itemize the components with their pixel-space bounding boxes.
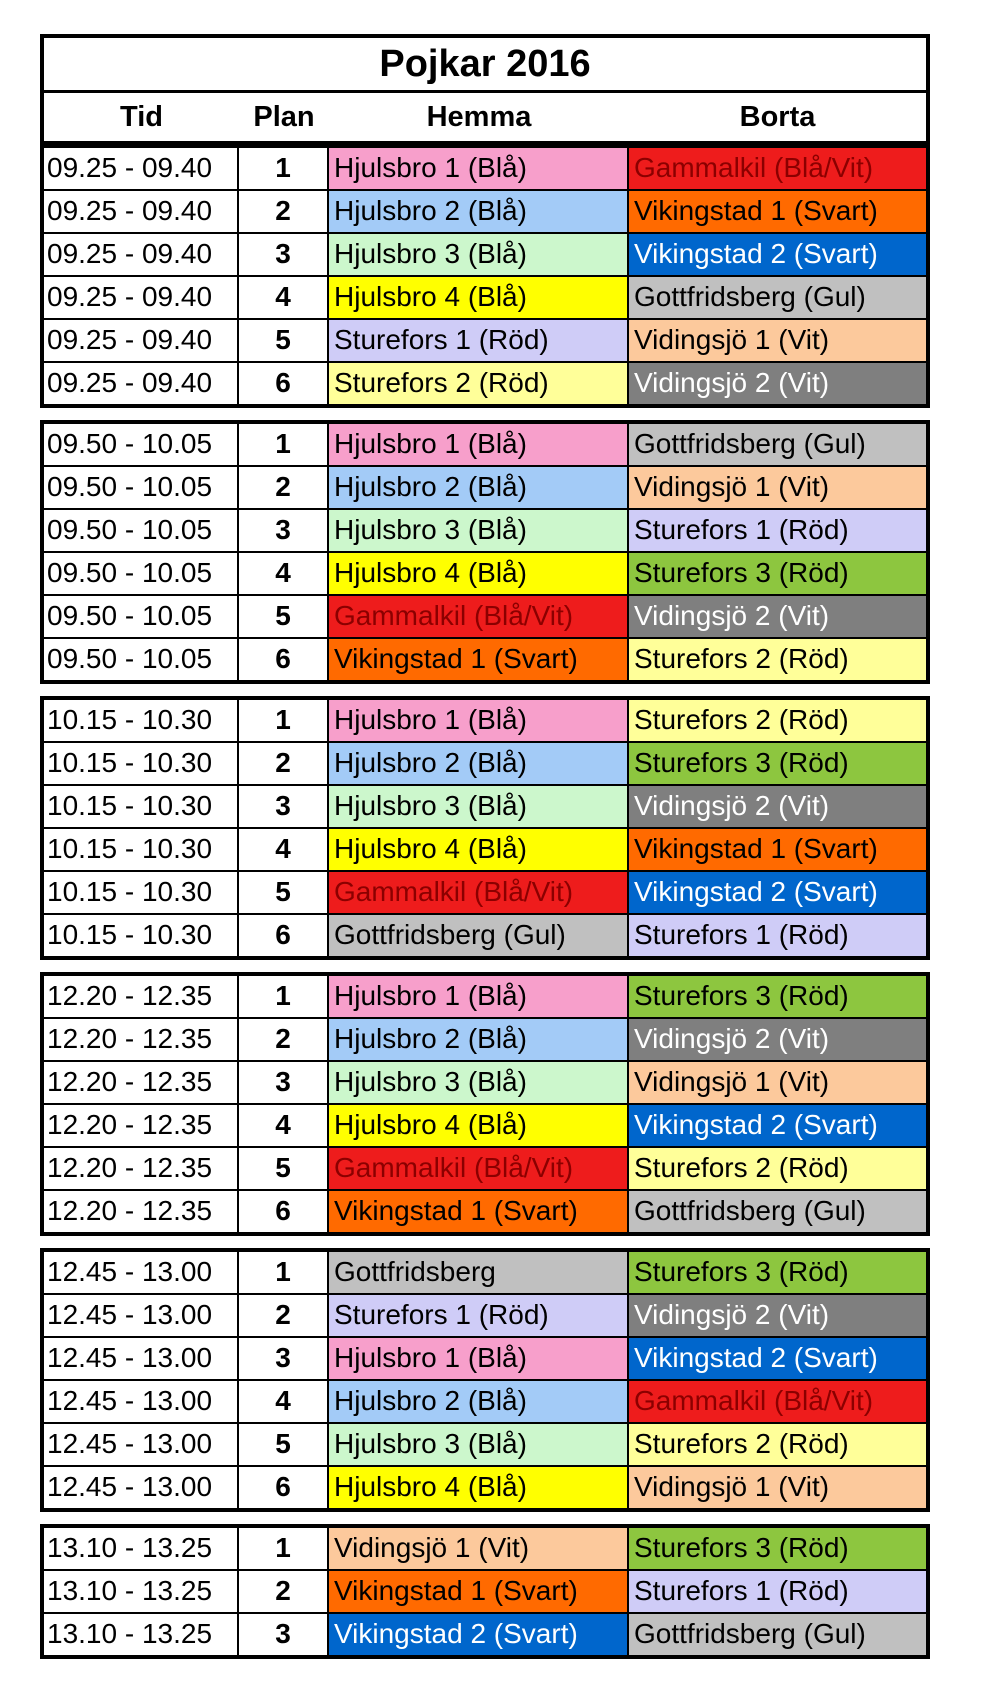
plan-cell: 2	[239, 1571, 329, 1612]
column-header-borta: Borta	[739, 101, 816, 133]
time-block	[40, 145, 930, 408]
away-team-cell: Vidingsjö 1 (Vit)	[629, 1467, 926, 1508]
column-header-hemma: Hemma	[426, 101, 532, 133]
home-team-cell: Sturefors 1 (Röd)	[329, 1295, 629, 1336]
plan-cell: 3	[239, 1062, 329, 1103]
away-team-cell: Vidingsjö 1 (Vit)	[629, 320, 926, 361]
schedule-table	[40, 34, 930, 1659]
page-title: Pojkar 2016	[44, 38, 926, 93]
time-cell: 10.15 - 10.30	[44, 743, 239, 784]
table-row	[44, 148, 926, 189]
plan-cell: 1	[239, 976, 329, 1017]
time-cell: 13.10 - 13.25	[44, 1528, 239, 1569]
home-team-cell: Vikingstad 1 (Svart)	[329, 639, 629, 680]
table-row	[44, 189, 926, 232]
table-row	[44, 741, 926, 784]
table-row	[44, 1528, 926, 1569]
table-header	[40, 34, 930, 145]
home-team-cell: Vikingstad 1 (Svart)	[329, 1571, 629, 1612]
time-cell: 12.45 - 13.00	[44, 1424, 239, 1465]
time-cell: 12.20 - 12.35	[44, 976, 239, 1017]
table-row	[44, 913, 926, 956]
table-row	[44, 1379, 926, 1422]
time-cell: 09.50 - 10.05	[44, 639, 239, 680]
plan-cell: 4	[239, 1381, 329, 1422]
away-team-cell: Sturefors 3 (Röd)	[629, 976, 926, 1017]
table-row	[44, 318, 926, 361]
plan-cell: 3	[239, 1338, 329, 1379]
time-cell: 09.50 - 10.05	[44, 596, 239, 637]
time-block	[40, 696, 930, 960]
time-block	[40, 1248, 930, 1512]
time-cell: 10.15 - 10.30	[44, 915, 239, 956]
column-headers	[44, 93, 926, 141]
plan-cell: 1	[239, 1528, 329, 1569]
home-team-cell: Hjulsbro 1 (Blå)	[329, 148, 629, 189]
time-cell: 10.15 - 10.30	[44, 786, 239, 827]
plan-cell: 2	[239, 1295, 329, 1336]
table-row	[44, 784, 926, 827]
time-cell: 13.10 - 13.25	[44, 1614, 239, 1655]
home-team-cell: Vikingstad 1 (Svart)	[329, 1191, 629, 1232]
away-team-cell: Vidingsjö 2 (Vit)	[629, 1019, 926, 1060]
plan-cell: 3	[239, 234, 329, 275]
table-row	[44, 1293, 926, 1336]
home-team-cell: Hjulsbro 1 (Blå)	[329, 976, 629, 1017]
match-blocks	[40, 145, 930, 1659]
table-row	[44, 1569, 926, 1612]
block-gap	[40, 684, 930, 696]
table-row	[44, 361, 926, 404]
time-cell: 12.20 - 12.35	[44, 1105, 239, 1146]
table-row	[44, 1189, 926, 1232]
plan-cell: 3	[239, 1614, 329, 1655]
away-team-cell: Gottfridsberg (Gul)	[629, 277, 926, 318]
table-row	[44, 870, 926, 913]
plan-cell: 5	[239, 320, 329, 361]
plan-cell: 2	[239, 467, 329, 508]
time-cell: 13.10 - 13.25	[44, 1571, 239, 1612]
plan-cell: 5	[239, 1148, 329, 1189]
home-team-cell: Hjulsbro 3 (Blå)	[329, 1062, 629, 1103]
away-team-cell: Vikingstad 2 (Svart)	[629, 1338, 926, 1379]
plan-cell: 1	[239, 148, 329, 189]
block-gap	[40, 408, 930, 420]
table-row	[44, 1465, 926, 1508]
plan-cell: 6	[239, 639, 329, 680]
plan-cell: 3	[239, 510, 329, 551]
time-cell: 12.45 - 13.00	[44, 1295, 239, 1336]
plan-cell: 2	[239, 191, 329, 232]
away-team-cell: Vidingsjö 2 (Vit)	[629, 596, 926, 637]
home-team-cell: Hjulsbro 4 (Blå)	[329, 277, 629, 318]
table-row	[44, 1103, 926, 1146]
away-team-cell: Vikingstad 2 (Svart)	[629, 1105, 926, 1146]
plan-cell: 2	[239, 1019, 329, 1060]
home-team-cell: Sturefors 2 (Röd)	[329, 363, 629, 404]
plan-cell: 5	[239, 596, 329, 637]
time-cell: 10.15 - 10.30	[44, 872, 239, 913]
away-team-cell: Gammalkil (Blå/Vit)	[629, 148, 926, 189]
block-gap	[40, 960, 930, 972]
home-team-cell: Hjulsbro 2 (Blå)	[329, 467, 629, 508]
away-team-cell: Sturefors 2 (Röd)	[629, 1148, 926, 1189]
away-team-cell: Gottfridsberg (Gul)	[629, 424, 926, 465]
time-cell: 12.45 - 13.00	[44, 1338, 239, 1379]
home-team-cell: Hjulsbro 1 (Blå)	[329, 1338, 629, 1379]
home-team-cell: Vikingstad 2 (Svart)	[329, 1614, 629, 1655]
column-header-plan: Plan	[253, 101, 315, 133]
home-team-cell: Gammalkil (Blå/Vit)	[329, 1148, 629, 1189]
table-row	[44, 1060, 926, 1103]
table-row	[44, 1422, 926, 1465]
plan-cell: 6	[239, 1467, 329, 1508]
table-row	[44, 551, 926, 594]
time-block	[40, 972, 930, 1236]
plan-cell: 4	[239, 829, 329, 870]
plan-cell: 1	[239, 1252, 329, 1293]
time-cell: 09.50 - 10.05	[44, 424, 239, 465]
away-team-cell: Vikingstad 2 (Svart)	[629, 872, 926, 913]
away-team-cell: Vidingsjö 2 (Vit)	[629, 786, 926, 827]
plan-cell: 3	[239, 786, 329, 827]
plan-cell: 1	[239, 424, 329, 465]
away-team-cell: Sturefors 3 (Röd)	[629, 553, 926, 594]
away-team-cell: Vidingsjö 1 (Vit)	[629, 1062, 926, 1103]
table-row	[44, 1017, 926, 1060]
plan-cell: 4	[239, 277, 329, 318]
table-row	[44, 827, 926, 870]
plan-cell: 6	[239, 1191, 329, 1232]
time-cell: 12.45 - 13.00	[44, 1467, 239, 1508]
time-cell: 12.20 - 12.35	[44, 1019, 239, 1060]
away-team-cell: Gammalkil (Blå/Vit)	[629, 1381, 926, 1422]
table-row	[44, 424, 926, 465]
home-team-cell: Gammalkil (Blå/Vit)	[329, 872, 629, 913]
table-row	[44, 275, 926, 318]
home-team-cell: Hjulsbro 2 (Blå)	[329, 743, 629, 784]
home-team-cell: Hjulsbro 3 (Blå)	[329, 1424, 629, 1465]
away-team-cell: Sturefors 3 (Röd)	[629, 1252, 926, 1293]
plan-cell: 2	[239, 743, 329, 784]
home-team-cell: Hjulsbro 1 (Blå)	[329, 424, 629, 465]
time-cell: 09.50 - 10.05	[44, 510, 239, 551]
away-team-cell: Gottfridsberg (Gul)	[629, 1614, 926, 1655]
away-team-cell: Vidingsjö 2 (Vit)	[629, 1295, 926, 1336]
away-team-cell: Sturefors 1 (Röd)	[629, 510, 926, 551]
time-cell: 12.20 - 12.35	[44, 1191, 239, 1232]
away-team-cell: Vikingstad 2 (Svart)	[629, 234, 926, 275]
table-row	[44, 1336, 926, 1379]
table-row	[44, 465, 926, 508]
away-team-cell: Vikingstad 1 (Svart)	[629, 191, 926, 232]
time-cell: 10.15 - 10.30	[44, 829, 239, 870]
time-cell: 09.25 - 09.40	[44, 148, 239, 189]
time-cell: 09.50 - 10.05	[44, 553, 239, 594]
away-team-cell: Sturefors 2 (Röd)	[629, 639, 926, 680]
home-team-cell: Hjulsbro 4 (Blå)	[329, 1105, 629, 1146]
home-team-cell: Hjulsbro 2 (Blå)	[329, 1381, 629, 1422]
away-team-cell: Gottfridsberg (Gul)	[629, 1191, 926, 1232]
table-row	[44, 976, 926, 1017]
plan-cell: 1	[239, 700, 329, 741]
time-cell: 12.45 - 13.00	[44, 1381, 239, 1422]
time-cell: 12.20 - 12.35	[44, 1062, 239, 1103]
plan-cell: 4	[239, 1105, 329, 1146]
away-team-cell: Vikingstad 1 (Svart)	[629, 829, 926, 870]
table-row	[44, 232, 926, 275]
table-row	[44, 1252, 926, 1293]
plan-cell: 6	[239, 915, 329, 956]
home-team-cell: Hjulsbro 4 (Blå)	[329, 553, 629, 594]
table-row	[44, 637, 926, 680]
away-team-cell: Sturefors 1 (Röd)	[629, 915, 926, 956]
time-cell: 10.15 - 10.30	[44, 700, 239, 741]
home-team-cell: Hjulsbro 4 (Blå)	[329, 829, 629, 870]
home-team-cell: Sturefors 1 (Röd)	[329, 320, 629, 361]
table-row	[44, 1146, 926, 1189]
away-team-cell: Sturefors 2 (Röd)	[629, 700, 926, 741]
block-gap	[40, 1512, 930, 1524]
home-team-cell: Hjulsbro 4 (Blå)	[329, 1467, 629, 1508]
time-cell: 09.50 - 10.05	[44, 467, 239, 508]
time-cell: 12.20 - 12.35	[44, 1148, 239, 1189]
home-team-cell: Hjulsbro 3 (Blå)	[329, 786, 629, 827]
time-cell: 09.25 - 09.40	[44, 320, 239, 361]
table-row	[44, 700, 926, 741]
plan-cell: 5	[239, 872, 329, 913]
home-team-cell: Gottfridsberg	[329, 1252, 629, 1293]
plan-cell: 5	[239, 1424, 329, 1465]
table-row	[44, 508, 926, 551]
table-row	[44, 1612, 926, 1655]
plan-cell: 4	[239, 553, 329, 594]
away-team-cell: Sturefors 2 (Röd)	[629, 1424, 926, 1465]
away-team-cell: Sturefors 3 (Röd)	[629, 743, 926, 784]
home-team-cell: Hjulsbro 1 (Blå)	[329, 700, 629, 741]
home-team-cell: Hjulsbro 2 (Blå)	[329, 191, 629, 232]
home-team-cell: Vidingsjö 1 (Vit)	[329, 1528, 629, 1569]
away-team-cell: Vidingsjö 1 (Vit)	[629, 467, 926, 508]
table-row	[44, 594, 926, 637]
column-header-tid: Tid	[120, 101, 163, 133]
plan-cell: 6	[239, 363, 329, 404]
block-gap	[40, 1236, 930, 1248]
time-block	[40, 420, 930, 684]
home-team-cell: Gottfridsberg (Gul)	[329, 915, 629, 956]
home-team-cell: Hjulsbro 3 (Blå)	[329, 234, 629, 275]
away-team-cell: Vidingsjö 2 (Vit)	[629, 363, 926, 404]
time-cell: 12.45 - 13.00	[44, 1252, 239, 1293]
time-cell: 09.25 - 09.40	[44, 234, 239, 275]
away-team-cell: Sturefors 3 (Röd)	[629, 1528, 926, 1569]
time-block	[40, 1524, 930, 1659]
time-cell: 09.25 - 09.40	[44, 363, 239, 404]
home-team-cell: Hjulsbro 3 (Blå)	[329, 510, 629, 551]
home-team-cell: Gammalkil (Blå/Vit)	[329, 596, 629, 637]
away-team-cell: Sturefors 1 (Röd)	[629, 1571, 926, 1612]
time-cell: 09.25 - 09.40	[44, 191, 239, 232]
time-cell: 09.25 - 09.40	[44, 277, 239, 318]
home-team-cell: Hjulsbro 2 (Blå)	[329, 1019, 629, 1060]
